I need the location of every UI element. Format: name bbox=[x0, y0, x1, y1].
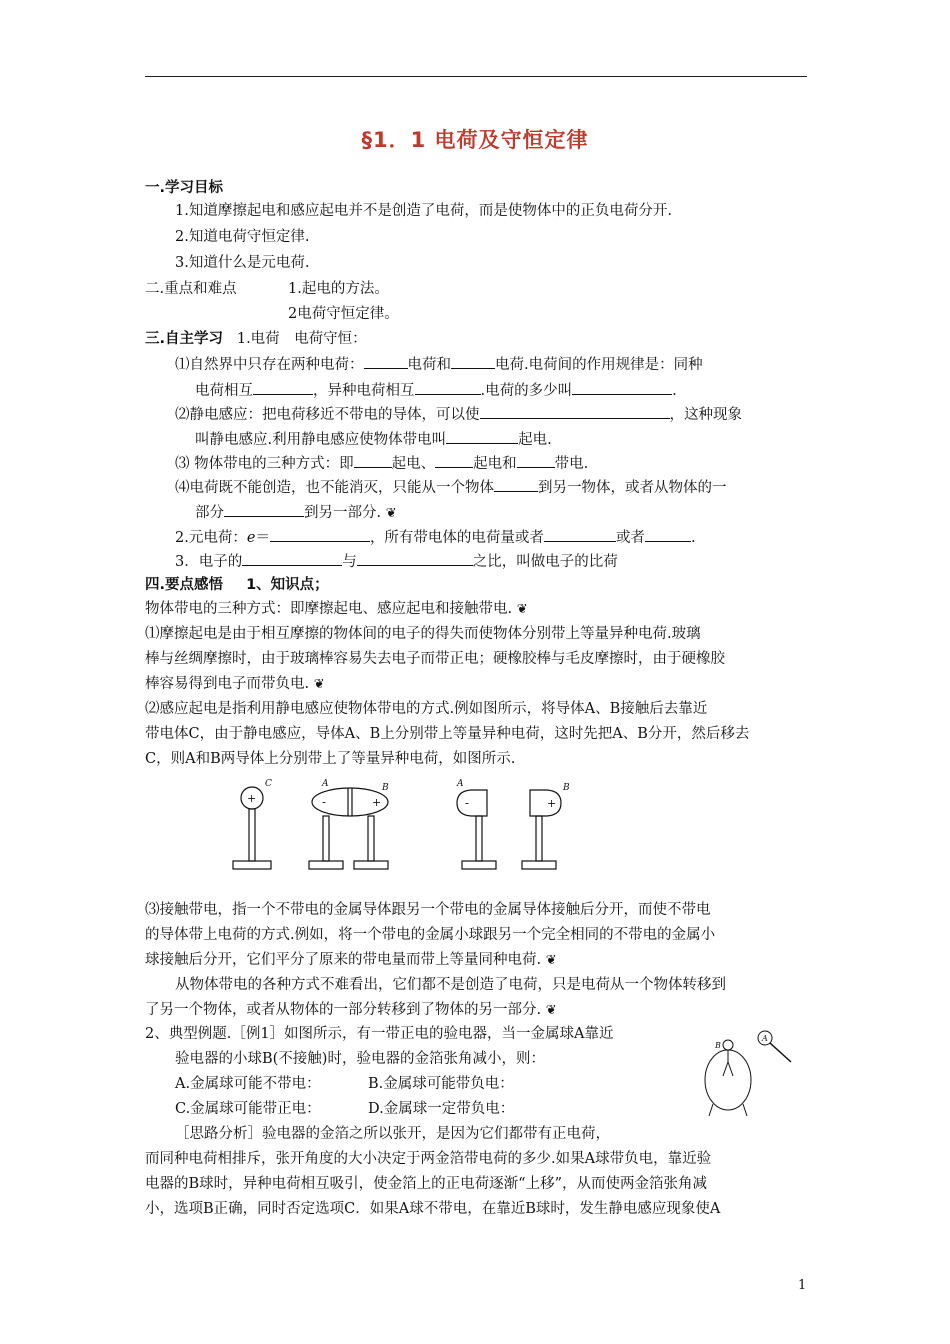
label-a-2: A bbox=[457, 779, 464, 789]
charge-b2-plus: + bbox=[547, 797, 557, 810]
q4-blank-1[interactable] bbox=[494, 477, 538, 492]
sec2-heading: 二.重点和难点 bbox=[145, 281, 237, 297]
label-a: A bbox=[322, 779, 329, 789]
q4-text-4: 到另一部分. bbox=[304, 505, 382, 521]
ball-a-handle bbox=[770, 1043, 791, 1062]
label-b: B bbox=[382, 783, 389, 793]
sec4-p4b bbox=[145, 1000, 557, 1021]
q2-blank-2[interactable] bbox=[446, 429, 518, 444]
ball-b bbox=[723, 1040, 733, 1050]
sec4-p1c-text: 棒容易得到电子而带负电. bbox=[145, 676, 310, 692]
q3-blank-3[interactable] bbox=[517, 453, 555, 468]
q4-blank-2[interactable] bbox=[224, 502, 304, 517]
q1-text-2: 电荷和 bbox=[407, 357, 451, 373]
q6-blank-2[interactable] bbox=[357, 551, 473, 566]
q4-text-3: 部分 bbox=[195, 505, 224, 521]
sec4-p2a: ⑵感应起电是指利用静电感应使物体带电的方式.例如图所示，将导体A、B接触后去靠近 bbox=[145, 701, 708, 717]
q1-blank-1[interactable] bbox=[364, 354, 408, 369]
q5-symbol-e: e bbox=[246, 530, 256, 546]
stand-b2-base bbox=[522, 861, 556, 869]
stand-a2-base bbox=[462, 861, 496, 869]
mouse-mark-icon: ❦ bbox=[516, 602, 528, 617]
sec4-sub: 1、知识点； bbox=[246, 577, 329, 593]
label-b-2: B bbox=[563, 783, 570, 793]
q2-line-2 bbox=[195, 429, 552, 450]
option-b: B.金属球可能带负电： bbox=[368, 1076, 514, 1092]
q6-line bbox=[175, 551, 618, 572]
example-line-1: 2、典型例题.［例1］如图所示，有一带正电的验电器，当一金属球A靠近 bbox=[145, 1026, 614, 1042]
q5-text-5: . bbox=[690, 530, 696, 546]
q1-blank-2[interactable] bbox=[451, 354, 495, 369]
q5-blank-1[interactable] bbox=[270, 527, 370, 542]
stand-b2-post bbox=[536, 816, 542, 861]
sec3-heading: 三.自主学习 bbox=[145, 331, 224, 347]
option-c: C.金属球可能带正电： bbox=[175, 1101, 321, 1117]
mouse-mark-icon: ❦ bbox=[313, 677, 325, 692]
q2-text-3: 叫静电感应.利用静电感应使物体带电叫 bbox=[195, 432, 447, 448]
sec2-item-2: 2电荷守恒定律。 bbox=[288, 306, 399, 322]
analysis-line-1: ［思路分析］验电器的金箔之所以张开，是因为它们都带有正电荷， bbox=[175, 1126, 610, 1142]
charge-b-plus: + bbox=[372, 796, 382, 809]
electroscope-leg-right bbox=[743, 1104, 747, 1116]
q1-line-1 bbox=[175, 354, 703, 375]
q5-blank-3[interactable] bbox=[645, 527, 691, 542]
q6-text-1: 3．电子的 bbox=[175, 554, 243, 570]
induction-figure bbox=[225, 776, 595, 876]
q1-text-3: 电荷.电荷间的作用规律是：同种 bbox=[495, 357, 703, 373]
q1-text-7: . bbox=[672, 383, 677, 399]
stand-a2-post bbox=[476, 816, 482, 861]
q3-line bbox=[175, 453, 588, 474]
q4-text-1: ⑷电荷既不能创造，也不能消灭，只能从一个物体 bbox=[175, 480, 494, 496]
label-ball-b: B bbox=[715, 1041, 721, 1050]
sec4-p3a: ⑶接触带电，指一个不带电的金属导体跟另一个带电的金属导体接触后分开，而使不带电 bbox=[145, 902, 711, 918]
sec1-item-2: 2.知道电荷守恒定律. bbox=[175, 229, 310, 245]
header-rule bbox=[145, 76, 807, 77]
q5-text-2: ＝ bbox=[255, 530, 270, 546]
q2-line-1 bbox=[175, 404, 742, 425]
q2-blank-1[interactable] bbox=[480, 404, 670, 419]
analysis-line-2: 而同种电荷相排斥，张开角度的大小决定于两金箔带电荷的多少.如果A球带负电，靠近验 bbox=[145, 1151, 712, 1167]
mouse-mark-icon: ❦ bbox=[545, 953, 557, 968]
mouse-mark-icon: ❦ bbox=[545, 1003, 557, 1018]
sec4-p2b: 带电体C，由于静电感应，导体A、B上分别带上等量异种电荷，这时先把A、B分开，然后移去 bbox=[145, 726, 750, 742]
page-number: 1 bbox=[798, 1278, 807, 1293]
q4-text-2: 到另一物体，或者从物体的一 bbox=[538, 480, 727, 496]
foil-left bbox=[723, 1062, 728, 1076]
sec3-sub: 1.电荷 电荷守恒： bbox=[236, 331, 367, 347]
q5-blank-2[interactable] bbox=[544, 527, 616, 542]
sec4-heading: 四.要点感悟 bbox=[145, 577, 224, 593]
charge-a2-minus: - bbox=[465, 796, 470, 810]
q1-text-4: 电荷相互 bbox=[195, 383, 253, 399]
q2-text-1: ⑵静电感应：把电荷移近不带电的导体，可以使 bbox=[175, 407, 480, 423]
q3-text-1: ⑶ 物体带电的三种方式：即 bbox=[175, 456, 354, 472]
sec4-p3c-text: 球接触后分开，它们平分了原来的带电量而带上等量同种电荷. bbox=[145, 952, 542, 968]
q1-blank-5[interactable] bbox=[572, 380, 672, 395]
q3-text-4: 带电. bbox=[554, 456, 589, 472]
stand-b-post bbox=[368, 816, 374, 861]
example-line-2: 验电器的小球B(不接触)时，验电器的金箔张角减小，则： bbox=[175, 1051, 545, 1067]
stand-a-post bbox=[323, 816, 329, 861]
q1-blank-3[interactable] bbox=[253, 380, 313, 395]
analysis-line-4: 小，选项B正确，同时否定选项C．如果A球不带电，在靠近B球时，发生静电感应现象使A bbox=[145, 1201, 721, 1217]
q3-blank-1[interactable] bbox=[354, 453, 392, 468]
q5-text-4: 或者 bbox=[615, 530, 645, 546]
sec4-p4a: 从物体带电的各种方式不难看出，它们都不是创造了电荷，只是电荷从一个物体转移到 bbox=[175, 977, 726, 993]
q2-text-2: ，这种现象 bbox=[669, 407, 742, 423]
stand-b-base bbox=[354, 861, 388, 869]
conductor-b bbox=[530, 790, 561, 816]
option-d: D.金属球一定带负电： bbox=[368, 1101, 515, 1117]
sec1-heading: 一.学习目标 bbox=[145, 180, 224, 196]
electroscope-leg-left bbox=[709, 1104, 713, 1116]
stand-c-base bbox=[233, 861, 271, 869]
sec3-line bbox=[145, 329, 367, 349]
q1-text-5: ，异种电荷相互 bbox=[313, 383, 415, 399]
sec4-p1c bbox=[145, 674, 325, 695]
sec4-p3c bbox=[145, 950, 557, 971]
sec2-item-1: 1.起电的方法。 bbox=[288, 281, 389, 297]
q1-text-6: .电荷的多少叫 bbox=[480, 383, 573, 399]
foil-right bbox=[728, 1062, 733, 1076]
q2-text-4: 起电. bbox=[518, 432, 552, 448]
q6-text-2: 与 bbox=[342, 554, 357, 570]
sec4-p4b-text: 了另一个物体，或者从物体的一部分转移到了物体的另一部分. bbox=[145, 1002, 542, 1018]
page-title: §1．1 电荷及守恒定律 bbox=[361, 128, 589, 152]
sec4-line bbox=[145, 575, 329, 595]
mouse-mark-icon: ❦ bbox=[385, 506, 397, 521]
stand-c-post bbox=[249, 809, 255, 861]
sec1-item-1: 1.知道摩擦起电和感应起电并不是创造了电荷，而是使物体中的正负电荷分开. bbox=[175, 203, 672, 219]
sec4-p2c: C，则A和B两导体上分别带上了等量异种电荷，如图所示. bbox=[145, 751, 516, 767]
q5-text-3: ，所有带电体的电荷量或者 bbox=[369, 530, 544, 546]
q4-line-2 bbox=[195, 502, 397, 524]
sec4-p1b: 棒与丝绸摩擦时，由于玻璃棒容易失去电子而带正电；硬橡胶棒与毛皮摩擦时，由于硬橡胶 bbox=[145, 651, 725, 667]
q1-line-2 bbox=[195, 380, 677, 401]
sec4-p1a: ⑴摩擦起电是由于相互摩擦的物体间的电子的得失而使物体分别带上等量异种电荷.玻璃 bbox=[145, 626, 701, 642]
q1-text-1: ⑴自然界中只存在两种电荷： bbox=[175, 357, 364, 373]
q3-text-2: 起电、 bbox=[391, 456, 436, 472]
q1-blank-4[interactable] bbox=[415, 380, 481, 395]
sec1-item-3: 3.知道什么是元电荷. bbox=[175, 255, 310, 271]
q3-text-3: 起电和 bbox=[473, 456, 517, 472]
label-c: C bbox=[265, 779, 272, 789]
stand-a-base bbox=[309, 861, 343, 869]
q3-blank-2[interactable] bbox=[435, 453, 473, 468]
q5-line bbox=[175, 527, 696, 548]
q4-line-1 bbox=[175, 477, 727, 498]
q5-text-1: 2.元电荷： bbox=[175, 530, 247, 546]
q6-blank-1[interactable] bbox=[242, 551, 342, 566]
sec4-p0 bbox=[145, 599, 528, 620]
conductor-a bbox=[457, 790, 487, 816]
sec4-p0-text: 物体带电的三种方式：即摩擦起电、感应起电和接触带电. bbox=[145, 601, 513, 617]
analysis-line-3: 电器的B球时，异种电荷相互吸引，使金箔上的正电荷逐渐“上移”，从而使两金箔张角减 bbox=[145, 1176, 707, 1192]
sec4-p3b: 的导体带上电荷的方式.例如，将一个带电的金属小球跟另一个完全相同的不带电的金属小 bbox=[145, 927, 716, 943]
q6-text-3: 之比，叫做电子的比荷 bbox=[472, 554, 618, 570]
label-ball-a: A bbox=[762, 1034, 768, 1043]
option-a: A.金属球可能不带电： bbox=[175, 1076, 321, 1092]
electroscope-figure bbox=[695, 1030, 815, 1120]
charge-a-minus: - bbox=[322, 795, 327, 809]
charge-c-plus: + bbox=[247, 792, 257, 805]
